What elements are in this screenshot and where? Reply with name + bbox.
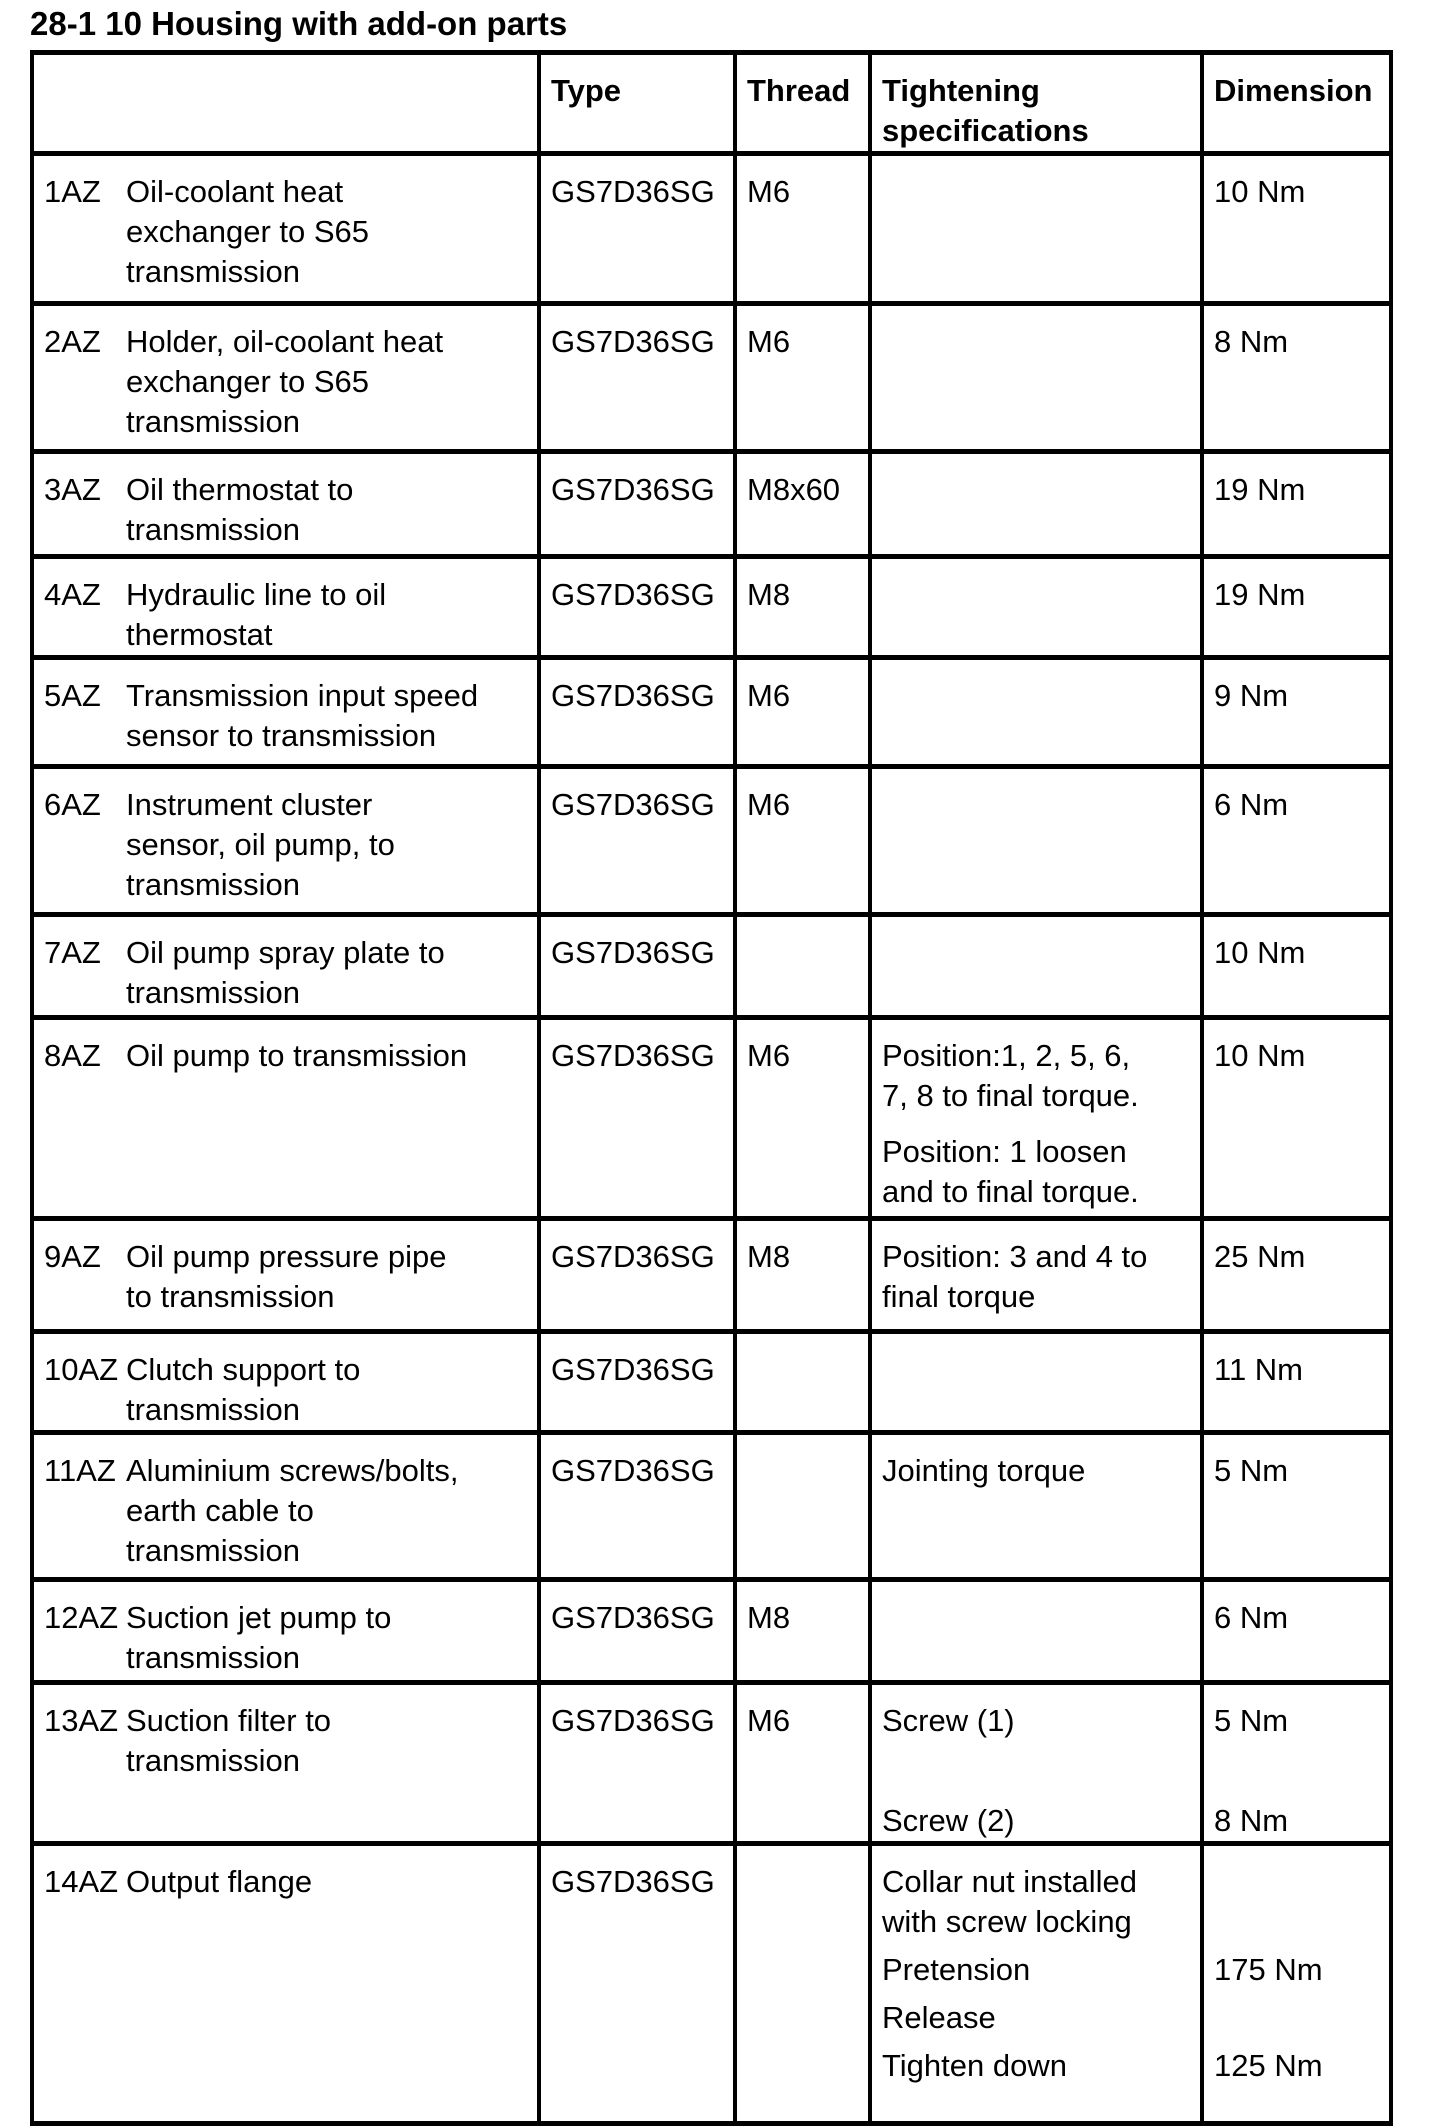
header-row [32, 53, 1391, 154]
dimension-cell: 25 Nm [1202, 1219, 1391, 1332]
row-id: 3AZ [44, 472, 101, 507]
tightening-spec-cell [870, 304, 1202, 452]
torque-spec-table [30, 50, 1393, 2126]
description-cell [32, 154, 539, 304]
description-cell [32, 767, 539, 915]
dimension-value: 175 Nm [1214, 1952, 1323, 1987]
row-id: 4AZ [44, 577, 101, 612]
row-description: Oil thermostat to transmission [126, 472, 354, 547]
type-cell: GS7D36SG [539, 557, 735, 658]
dimension-cell [1202, 1683, 1391, 1844]
thread-cell: M6 [735, 1018, 870, 1219]
description-cell [32, 1433, 539, 1580]
thread-cell [735, 915, 870, 1018]
tightening-spec-cell [870, 658, 1202, 767]
thread-cell: M8 [735, 557, 870, 658]
table-row [32, 1219, 1391, 1332]
col-header-label [32, 53, 539, 154]
type-cell: GS7D36SG [539, 1433, 735, 1580]
spec-paragraph: Release [882, 2000, 996, 2035]
thread-cell: M6 [735, 767, 870, 915]
col-header-tightening-specifications: Tightening specifications [870, 53, 1202, 154]
dimension-cell: 10 Nm [1202, 154, 1391, 304]
spec-paragraph: Collar nut installed with screw locking [882, 1864, 1138, 1939]
type-cell: GS7D36SG [539, 658, 735, 767]
row-description: Suction jet pump to transmission [126, 1600, 392, 1675]
description-cell [32, 1219, 539, 1332]
row-id: 7AZ [44, 935, 101, 970]
description-cell [32, 1683, 539, 1844]
table-row [32, 1433, 1391, 1580]
table-row [32, 1018, 1391, 1219]
tightening-spec-cell [870, 915, 1202, 1018]
spec-paragraph: Position: 3 and 4 to final torque [882, 1239, 1148, 1314]
row-description: Oil pump spray plate to transmission [126, 935, 445, 1010]
table-row [32, 154, 1391, 304]
spec-paragraph: Position:1, 2, 5, 6, 7, 8 to final torque. [882, 1038, 1139, 1113]
thread-cell: M8 [735, 1580, 870, 1683]
dimension-cell [1202, 1844, 1391, 2124]
type-cell: GS7D36SG [539, 452, 735, 557]
table-row [32, 452, 1391, 557]
dimension-cell: 19 Nm [1202, 452, 1391, 557]
description-cell [32, 557, 539, 658]
tightening-spec-cell [870, 1580, 1202, 1683]
dimension-value: 125 Nm [1214, 2048, 1323, 2083]
thread-cell [735, 1433, 870, 1580]
thread-cell: M6 [735, 1683, 870, 1844]
table-row [32, 915, 1391, 1018]
dimension-cell: 5 Nm [1202, 1433, 1391, 1580]
tightening-spec-cell [870, 1332, 1202, 1433]
thread-cell: M8x60 [735, 452, 870, 557]
page-title: 28-1 10 Housing with add-on parts [30, 5, 568, 42]
type-cell: GS7D36SG [539, 1332, 735, 1433]
thread-cell: M8 [735, 1219, 870, 1332]
col-header-dimension: Dimension [1202, 53, 1391, 154]
description-cell [32, 915, 539, 1018]
dimension-cell: 8 Nm [1202, 304, 1391, 452]
dimension-value: 8 Nm [1214, 1803, 1289, 1838]
row-id: 13AZ [44, 1703, 119, 1738]
table-row [32, 767, 1391, 915]
type-cell: GS7D36SG [539, 767, 735, 915]
type-cell: GS7D36SG [539, 1844, 735, 2124]
type-cell: GS7D36SG [539, 1219, 735, 1332]
dimension-cell: 10 Nm [1202, 915, 1391, 1018]
dimension-cell: 19 Nm [1202, 557, 1391, 658]
row-id: 5AZ [44, 678, 101, 713]
description-cell [32, 1018, 539, 1219]
description-cell [32, 1844, 539, 2124]
dimension-cell: 6 Nm [1202, 1580, 1391, 1683]
row-description: Aluminium screws/bolts, earth cable to transmission [126, 1453, 459, 1568]
type-cell: GS7D36SG [539, 915, 735, 1018]
thread-cell [735, 1844, 870, 2124]
dimension-cell: 9 Nm [1202, 658, 1391, 767]
table-row [32, 1844, 1391, 2124]
spec-paragraph: Screw (1) [882, 1703, 1015, 1738]
description-cell [32, 1332, 539, 1433]
row-description: Oil pump pressure pipe to transmission [126, 1239, 447, 1314]
table-row [32, 1580, 1391, 1683]
row-id: 14AZ [44, 1864, 119, 1899]
row-description: Holder, oil-coolant heat exchanger to S65 transmission [126, 324, 444, 439]
tightening-spec-cell [870, 557, 1202, 658]
spec-paragraph: Pretension [882, 1952, 1031, 1987]
row-id: 12AZ [44, 1600, 119, 1635]
table-row [32, 557, 1391, 658]
tightening-spec-cell [870, 1683, 1202, 1844]
dimension-cell: 11 Nm [1202, 1332, 1391, 1433]
type-cell: GS7D36SG [539, 1018, 735, 1219]
spec-paragraph: Screw (2) [882, 1803, 1015, 1838]
spec-paragraph: Position: 1 loosen and to final torque. [882, 1134, 1139, 1209]
table-row [32, 1683, 1391, 1844]
dimension-cell: 10 Nm [1202, 1018, 1391, 1219]
row-id: 1AZ [44, 174, 101, 209]
tightening-spec-cell [870, 1844, 1202, 2124]
row-description: Suction filter to transmission [126, 1703, 332, 1778]
description-cell [32, 1580, 539, 1683]
row-description: Transmission input speed sensor to transmission [126, 678, 479, 753]
type-cell: GS7D36SG [539, 1580, 735, 1683]
thread-cell: M6 [735, 154, 870, 304]
type-cell: GS7D36SG [539, 304, 735, 452]
spec-paragraph: Jointing torque [882, 1453, 1086, 1488]
description-cell [32, 658, 539, 767]
col-header-type: Type [539, 53, 735, 154]
table-row [32, 304, 1391, 452]
row-description: Oil-coolant heat exchanger to S65 transmission [126, 174, 370, 289]
row-description: Clutch support to transmission [126, 1352, 361, 1427]
row-id: 9AZ [44, 1239, 101, 1274]
row-description: Oil pump to transmission [126, 1038, 468, 1073]
tightening-spec-cell [870, 154, 1202, 304]
description-cell [32, 452, 539, 557]
row-id: 6AZ [44, 787, 101, 822]
row-id: 11AZ [44, 1453, 116, 1488]
row-description: Instrument cluster sensor, oil pump, to transmission [126, 787, 395, 902]
table-row [32, 658, 1391, 767]
row-id: 2AZ [44, 324, 101, 359]
thread-cell: M6 [735, 658, 870, 767]
dimension-value: 5 Nm [1214, 1703, 1289, 1738]
description-cell [32, 304, 539, 452]
row-id: 10AZ [44, 1352, 119, 1387]
spec-paragraph: Tighten down [882, 2048, 1067, 2083]
thread-cell: M6 [735, 304, 870, 452]
table-row [32, 1332, 1391, 1433]
col-header-thread: Thread [735, 53, 870, 154]
type-cell: GS7D36SG [539, 1683, 735, 1844]
dimension-cell: 6 Nm [1202, 767, 1391, 915]
type-cell: GS7D36SG [539, 154, 735, 304]
tightening-spec-cell [870, 1433, 1202, 1580]
tightening-spec-cell [870, 452, 1202, 557]
thread-cell [735, 1332, 870, 1433]
row-description: Hydraulic line to oil thermostat [126, 577, 387, 652]
tightening-spec-cell [870, 1219, 1202, 1332]
tightening-spec-cell [870, 767, 1202, 915]
tightening-spec-cell [870, 1018, 1202, 1219]
row-description: Output flange [126, 1864, 313, 1899]
row-id: 8AZ [44, 1038, 101, 1073]
